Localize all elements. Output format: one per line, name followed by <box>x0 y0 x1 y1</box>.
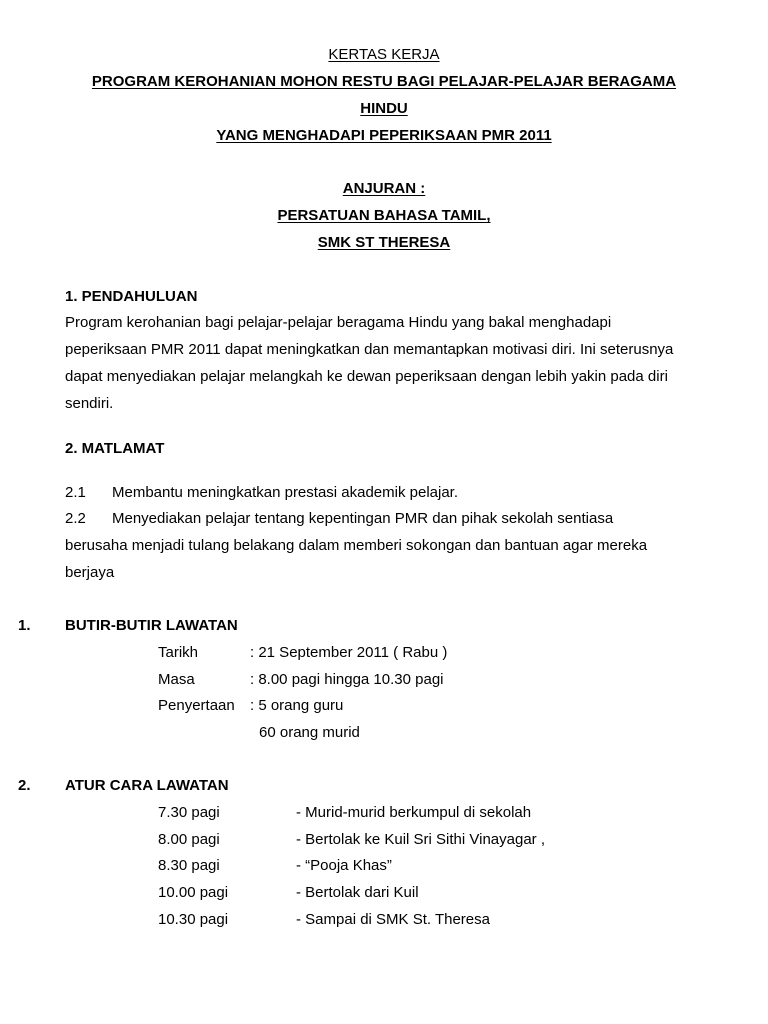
detail-label: Tarikh <box>158 644 199 661</box>
matlamat-item-number: 2.1 <box>65 484 86 501</box>
schedule-time: 10.30 pagi <box>158 911 229 928</box>
subtitle-line-3: YANG MENGHADAPI PEPERIKSAAN PMR 2011 <box>216 127 552 144</box>
schedule-activity: - Bertolak dari Kuil <box>296 884 419 901</box>
subtitle-line-2: HINDU <box>360 100 408 117</box>
matlamat-item-text: Membantu meningkatkan prestasi akademik pelajar. <box>112 484 459 501</box>
detail-value: : 5 orang guru <box>250 697 344 714</box>
schedule-activity: - Sampai di SMK St. Theresa <box>296 911 490 928</box>
pendahuluan-line: Program kerohanian bagi pelajar-pelajar beragama Hindu yang bakal menghadapi <box>65 314 612 331</box>
detail-label: Penyertaan <box>158 697 235 714</box>
schedule-time: 8.30 pagi <box>158 857 220 874</box>
schedule-activity: - “Pooja Khas” <box>296 857 392 874</box>
schedule-time: 10.00 pagi <box>158 884 229 901</box>
matlamat-item-number: 2.2 <box>65 510 86 527</box>
detail-label: Masa <box>158 671 195 688</box>
schedule-activity: - Murid-murid berkumpul di sekolah <box>296 804 532 821</box>
section-heading-aturcara: ATUR CARA LAWATAN <box>65 777 229 794</box>
pendahuluan-line: sendiri. <box>65 395 114 412</box>
pendahuluan-paragraph <box>65 309 745 417</box>
organizer-label: ANJURAN : <box>342 180 426 197</box>
section-heading-butir: BUTIR-BUTIR LAWATAN <box>65 617 238 634</box>
matlamat-continuation-line: berusaha menjadi tulang belakang dalam memberi sokongan dan bantuan agar mereka <box>65 537 648 554</box>
pendahuluan-line: dapat menyediakan pelajar melangkah ke dewan peperiksaan dengan lebih yakin pada diri <box>65 368 668 385</box>
section-heading-pendahuluan: 1. PENDAHULUAN <box>65 288 198 305</box>
detail-value: : 8.00 pagi hingga 10.30 pagi <box>250 671 444 688</box>
section-heading-matlamat: 2. MATLAMAT <box>65 440 165 457</box>
subtitle-line-1: PROGRAM KEROHANIAN MOHON RESTU BAGI PELAJAR-PELAJAR BERAGAMA <box>91 73 677 90</box>
detail-value: 60 orang murid <box>259 724 360 741</box>
section-number-butir: 1. <box>18 617 31 634</box>
matlamat-continuation-line: berjaya <box>65 564 115 581</box>
pendahuluan-line: peperiksaan PMR 2011 dapat meningkatkan dan memantapkan motivasi diri. Ini seterusnya <box>65 341 674 358</box>
schedule-activity: - Bertolak ke Kuil Sri Sithi Vinayagar , <box>296 831 546 848</box>
schedule-time: 8.00 pagi <box>158 831 220 848</box>
detail-value: : 21 September 2011 ( Rabu ) <box>250 644 448 661</box>
organizer-line-2: SMK ST THERESA <box>317 234 451 251</box>
organizer-line-1: PERSATUAN BAHASA TAMIL, <box>277 207 491 224</box>
document-title: KERTAS KERJA <box>328 46 440 63</box>
matlamat-item-text: Menyediakan pelajar tentang kepentingan PMR dan pihak sekolah sentiasa <box>112 510 614 527</box>
schedule-time: 7.30 pagi <box>158 804 220 821</box>
section-number-aturcara: 2. <box>18 777 31 794</box>
